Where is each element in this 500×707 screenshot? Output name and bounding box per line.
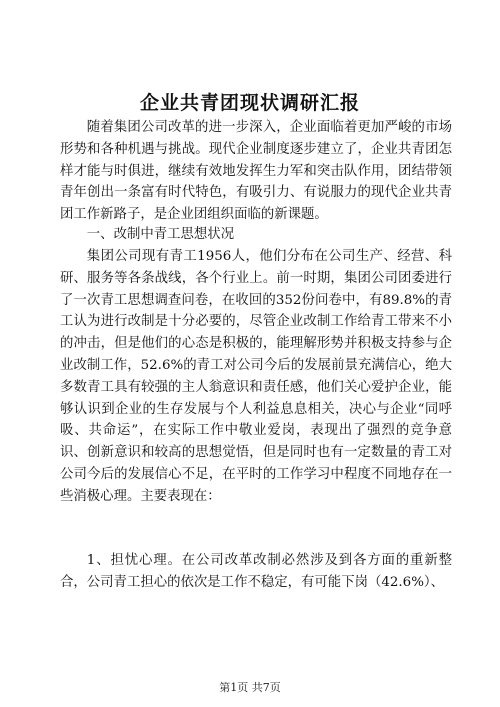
worry-paragraph-block bbox=[60, 550, 452, 594]
page-footer: 第1页 共7页 bbox=[219, 681, 281, 694]
paragraph-survey: 集团公司现有青工1956人，他们分布在公司生产、经营、科研、服务等各条战线，各个行业上。前一时期，集团公司团委进行了一次青工思想调查问卷，在收回的352份问卷中，有89.8%的青工认为进行改制是十分必要的，尽管企业改制工作给青工带来不小的冲击，但是他们的心态是积极的，能理解形势并积极支持参与企业改制工作，52.6%的青工对公司今后的发展前景充满信心，绝大多数青工具有较强的主人翁意识和责任感，他们关心爱护企业，能够认识到企业的生存发展与个人利益息息相关，决心与企业“同呼吸、共命运”，在实际工作中敬业爱岗，表现出了强烈的竞争意识、创新意识和较高的思想觉悟，但是同时也有一定数量的青工对公司今后的发展信心不足，在平时的工作学习中程度不同地存在一些消极心理。主要表现在： bbox=[60, 249, 452, 504]
survey-paragraph-block bbox=[60, 246, 452, 508]
intro-paragraph-block bbox=[60, 117, 452, 226]
paragraph-worry: 1、担忧心理。在公司改革改制必然涉及到各方面的重新整合，公司青工担心的依次是工作不稳定，有可能下岗（42.6%）、 bbox=[60, 553, 452, 590]
document-title: 企业共青团现状调研汇报 bbox=[139, 92, 360, 114]
section-heading-block bbox=[60, 224, 452, 246]
paragraph-intro: 随着集团公司改革的进一步深入，企业面临着更加严峻的市场形势和各种机遇与挑战。现代企业制度逐步建立了，企业共青团怎样才能与时俱进，继续有效地发挥生力军和突击队作用，团结带领青年创出一条富有时代特色，有吸引力、有说服力的现代企业共青团工作新路子，是企业团组织面临的新课题。 bbox=[60, 120, 452, 223]
section-heading: 一、改制中青工思想状况 bbox=[86, 227, 235, 242]
